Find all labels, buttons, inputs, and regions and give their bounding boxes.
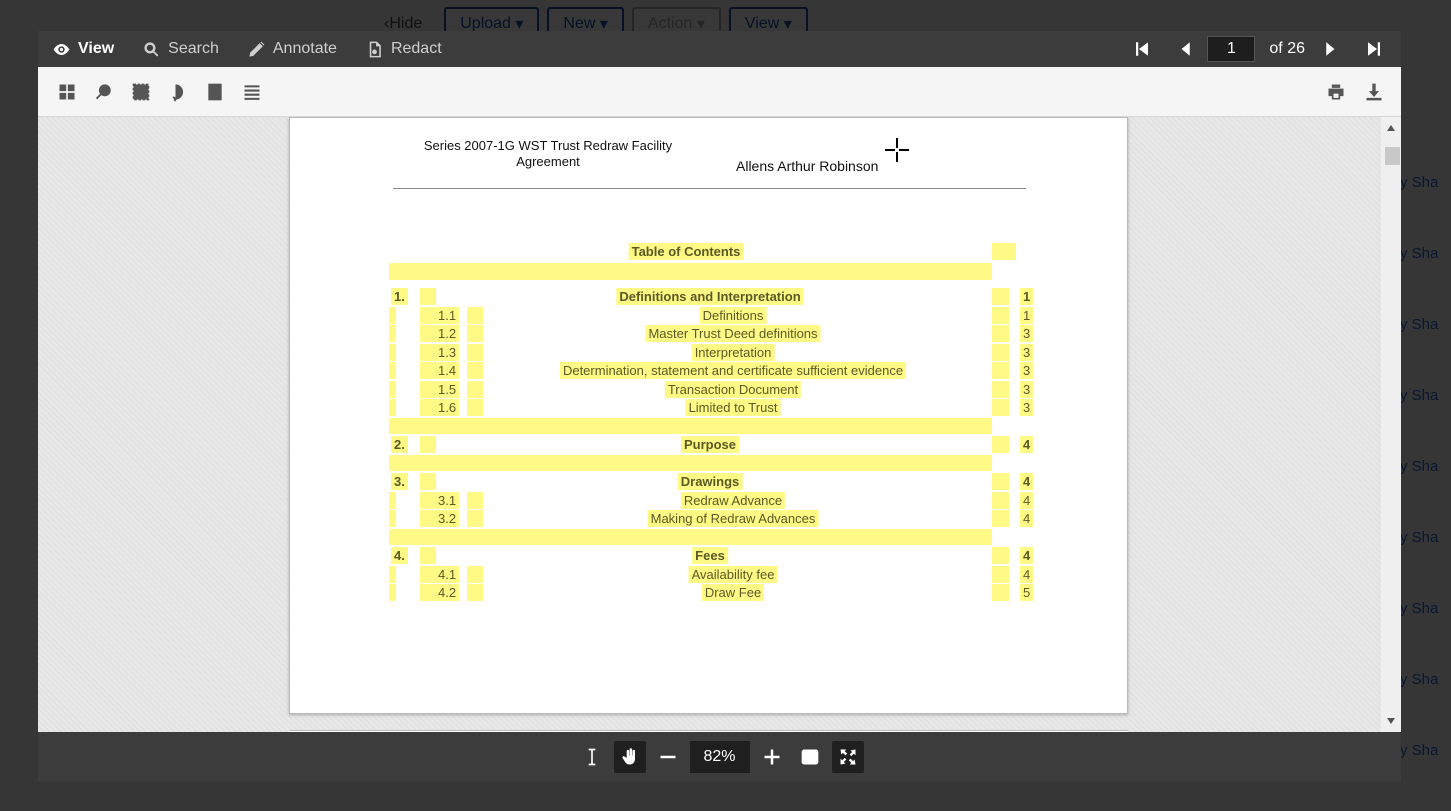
toc-cell [389, 399, 396, 416]
toc-cell [467, 510, 483, 527]
toc-cell [420, 492, 436, 509]
fit-width-button[interactable] [794, 741, 826, 773]
crosshair-cursor-icon [884, 137, 910, 163]
toc-cell [992, 566, 1009, 583]
toc-subsection-number: 1.2 [435, 325, 459, 342]
viewer-mode-bar [38, 31, 1401, 67]
toc-cell [389, 381, 396, 398]
document-viewer [38, 31, 1401, 782]
first-page-icon [1133, 40, 1151, 58]
toc-spacer-row [389, 529, 992, 545]
text-cursor-icon [582, 747, 602, 767]
toc-cell [992, 510, 1009, 527]
last-page-icon [1365, 40, 1383, 58]
toc-cell [420, 288, 436, 305]
thumbnails-button[interactable] [56, 81, 78, 103]
toc-section-number: 3. [391, 473, 408, 490]
toc-cell [992, 547, 1009, 564]
zoom-in-button[interactable] [756, 741, 788, 773]
first-page-button[interactable] [1131, 38, 1153, 60]
zoom-to-area-icon [94, 82, 114, 102]
mode-redact[interactable] [351, 31, 456, 67]
download-button[interactable] [1363, 81, 1385, 103]
toc-cell [992, 381, 1009, 398]
toc-subsection-number: 1.4 [435, 362, 459, 379]
toc-subsection-title: Definitions [700, 307, 767, 324]
toc-cell [467, 492, 483, 509]
toc-subsection-title: Interpretation [692, 344, 775, 361]
toc-subsection-page: 4 [1020, 510, 1033, 527]
toc-section-title: Fees [692, 547, 728, 564]
toc-cell [467, 381, 483, 398]
toc-spacer-row [389, 455, 992, 471]
toc-cell [420, 510, 436, 527]
zoom-to-area-button[interactable] [93, 81, 115, 103]
zoom-out-button[interactable] [652, 741, 684, 773]
toc-section-title: Definitions and Interpretation [616, 288, 803, 305]
toc-cell [420, 584, 436, 601]
toc-subsection-page: 3 [1020, 381, 1033, 398]
mode-view[interactable] [38, 31, 128, 67]
rotate-clockwise-icon [168, 82, 188, 102]
toc-cell [992, 288, 1009, 305]
toc-cell [992, 492, 1009, 509]
toc-subsection-title: Draw Fee [702, 584, 764, 601]
toc-cell [992, 325, 1009, 342]
toc-cell [992, 362, 1009, 379]
toc-cell [389, 566, 396, 583]
rotate-clockwise-button[interactable] [167, 81, 189, 103]
mode-annotate-label: Annotate [272, 40, 337, 57]
previous-page-button[interactable] [1175, 38, 1197, 60]
header-divider [393, 188, 1026, 189]
mode-search[interactable] [128, 31, 233, 67]
toc-subsection-page: 3 [1020, 362, 1033, 379]
toc-subsection-number: 1.3 [435, 344, 459, 361]
viewer-toolbar [38, 67, 1401, 117]
scroll-down-icon[interactable] [1387, 718, 1395, 724]
page-navigator [1131, 31, 1385, 67]
page-count: of 26 [1269, 40, 1305, 57]
fullscreen-icon [838, 747, 858, 767]
toc-cell [389, 492, 396, 509]
redact-icon [365, 40, 384, 59]
toc-cell [420, 307, 436, 324]
toc-subsection-page: 4 [1020, 492, 1033, 509]
thumbnails-icon [57, 82, 77, 102]
toc-subsection-page: 4 [1020, 566, 1033, 583]
toc-subsection-number: 3.2 [435, 510, 459, 527]
toc-cell [420, 381, 436, 398]
print-button[interactable] [1325, 81, 1347, 103]
rotate-page-icon [205, 82, 225, 102]
pan-tool-button[interactable] [614, 741, 646, 773]
toc-cell [992, 399, 1009, 416]
text-select-tool-button[interactable] [576, 741, 608, 773]
toc-section-title: Drawings [678, 473, 743, 490]
zoom-level[interactable]: 82% [690, 741, 750, 773]
toc-subsection-title: Limited to Trust [686, 399, 781, 416]
mode-annotate[interactable] [233, 31, 351, 67]
toc-subsection-title: Master Trust Deed definitions [645, 325, 820, 342]
toc-cell [420, 566, 436, 583]
mode-view-label: View [78, 40, 115, 57]
hand-icon [620, 747, 640, 767]
pencil-icon [247, 40, 266, 59]
search-icon [142, 40, 161, 59]
toc-cell [389, 325, 396, 342]
toc-subsection-page: 3 [1020, 325, 1033, 342]
vertical-scrollbar[interactable] [1381, 117, 1401, 732]
document-page [289, 117, 1128, 714]
toc-section-page: 4 [1020, 547, 1033, 564]
toc-cell [420, 325, 436, 342]
toc-subsection-number: 4.1 [435, 566, 459, 583]
download-icon [1364, 82, 1384, 102]
toc-subsection-title: Determination, statement and certificate sufficient evidence [560, 362, 906, 379]
toc-section-page: 4 [1020, 473, 1033, 490]
toc-subsection-page: 3 [1020, 399, 1033, 416]
toc-cell [389, 307, 396, 324]
eye-icon [52, 40, 71, 59]
toc-subsection-page: 1 [1020, 307, 1033, 324]
toc-cell [389, 362, 396, 379]
toc-section-title: Purpose [681, 436, 739, 453]
toc-cell [420, 473, 436, 490]
toc-subsection-number: 1.1 [435, 307, 459, 324]
fullscreen-button[interactable] [832, 741, 864, 773]
mode-redact-label: Redact [390, 40, 442, 57]
toc-spacer-row [389, 263, 992, 280]
toc-spacer-row [389, 418, 992, 434]
toc-cell [420, 547, 436, 564]
toc-subsection-page: 5 [1020, 584, 1033, 601]
plus-icon [762, 747, 782, 767]
print-icon [1326, 82, 1346, 102]
toc-cell [389, 344, 396, 361]
page-number-input[interactable] [1207, 36, 1255, 62]
toc-subsection-title: Making of Redraw Advances [648, 510, 819, 527]
toc-cell [992, 584, 1009, 601]
mode-search-label: Search [168, 40, 219, 57]
scroll-up-icon[interactable] [1387, 125, 1395, 131]
toc-cell [467, 344, 483, 361]
minus-icon [658, 747, 678, 767]
toc-cell [420, 362, 436, 379]
select-area-button[interactable] [130, 81, 152, 103]
toc-subsection-number: 4.2 [435, 584, 459, 601]
toc-subsection-title: Availability fee [689, 566, 778, 583]
toc-subsection-page: 3 [1020, 344, 1033, 361]
toc-section-number: 1. [391, 288, 408, 305]
toc-cell [420, 399, 436, 416]
toc-cell [467, 566, 483, 583]
toc-cell [992, 344, 1009, 361]
toc-cell [467, 325, 483, 342]
toc-title-page-cell [992, 243, 1016, 260]
document-header-firm: Allens Arthur Robinson [736, 158, 879, 174]
toc-section-page: 1 [1020, 288, 1033, 305]
select-area-icon [131, 82, 151, 102]
rotate-page-button[interactable] [204, 81, 226, 103]
previous-page-icon [1177, 40, 1195, 58]
toc-cell [420, 344, 436, 361]
toc-cell [467, 399, 483, 416]
toc-subsection-number: 1.5 [435, 381, 459, 398]
document-canvas[interactable] [38, 117, 1401, 732]
continuous-scroll-icon [242, 82, 262, 102]
toc-cell [467, 584, 483, 601]
toc-section-number: 4. [391, 547, 408, 564]
toc-section-page: 4 [1020, 436, 1033, 453]
toc-title: Table of Contents [629, 243, 744, 260]
next-page-button[interactable] [1319, 38, 1341, 60]
toc-subsection-title: Transaction Document [665, 381, 801, 398]
toc-subsection-number: 3.1 [435, 492, 459, 509]
toc-cell [389, 584, 396, 601]
toc-cell [992, 473, 1009, 490]
fit-width-icon [800, 747, 820, 767]
last-page-button[interactable] [1363, 38, 1385, 60]
toc-cell [389, 510, 396, 527]
document-header-title: Series 2007-1G WST Trust Redraw Facility Agreement [423, 138, 673, 169]
toc-cell [420, 436, 436, 453]
toc-cell [992, 307, 1009, 324]
next-page-icon [1321, 40, 1339, 58]
zoom-toolbar [38, 732, 1401, 782]
scrollbar-thumb[interactable] [1385, 147, 1400, 165]
toc-subsection-number: 1.6 [435, 399, 459, 416]
toc-cell [467, 362, 483, 379]
continuous-scroll-button[interactable] [241, 81, 263, 103]
toc-cell [992, 436, 1009, 453]
toc-cell [467, 307, 483, 324]
toc-subsection-title: Redraw Advance [681, 492, 785, 509]
toc-section-number: 2. [391, 436, 408, 453]
